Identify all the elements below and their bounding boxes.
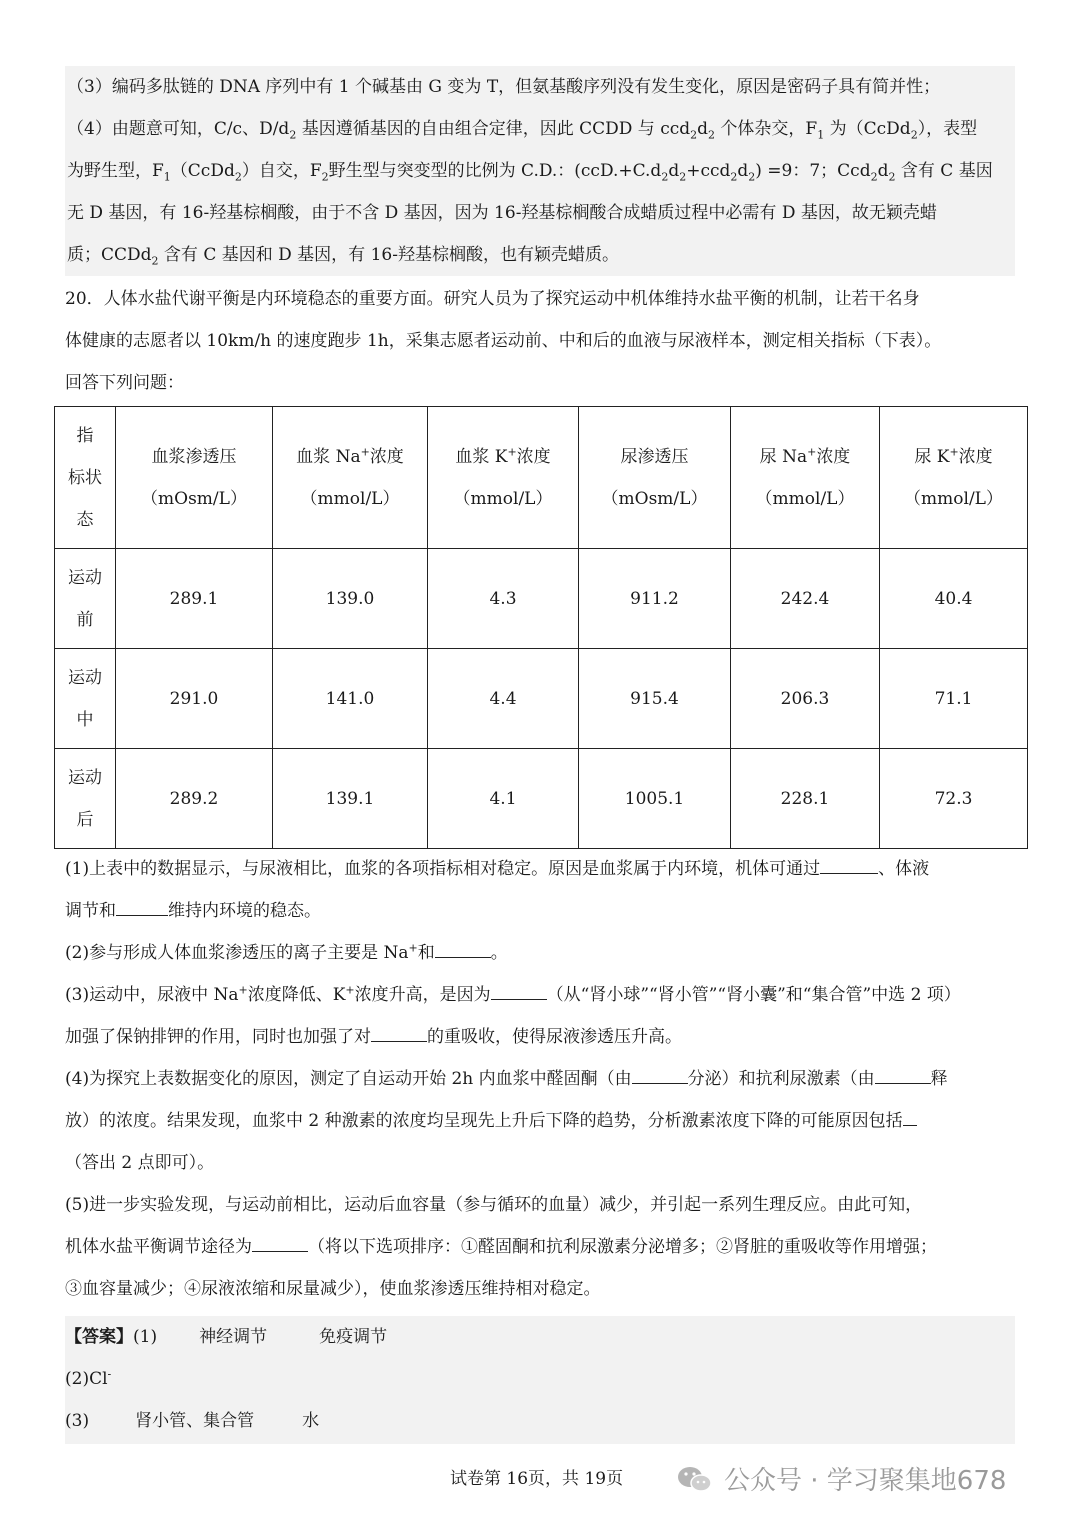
sub-question-5: (5)进一步实验发现，与运动前相比，运动后血容量（参与循环的血量）减少，并引起一系列生理反应。由此可知， [65,1195,923,1215]
table-cell: 139.1 [273,749,428,849]
table-cell: 1005.1 [579,749,731,849]
prev-answer-line: 无 D 基因，有 16-羟基棕榈酸，由于不含 D 基因，因为 16-羟基棕榈酸合成蜡质过程中必需有 D 基因，故无颖壳蜡 [67,203,937,223]
table-column-header: 血浆 Na+浓度 （mmol/L） [273,407,428,549]
table-column-header: 尿渗透压 （mOsm/L） [579,407,731,549]
sub-questions [65,848,1017,1310]
prev-answer-line: （3）编码多肽链的 DNA 序列中有 1 个碱基由 G 变为 T，但氨基酸序列没有发生变化，原因是密码子具有简并性； [67,77,941,97]
page-number: 试卷第 16页，共 19页 [450,1469,624,1489]
answer-blank [491,981,547,1000]
prev-answer-line: 为野生型，$F_1(CcDd_2)$自交，$F_2$野生型与突变型的比例为 C.D.：$(ccD.+C.d_2d_2+ccd_2d_2) =9$：7；$Ccd_2d_2$ 含有 C 基因 [67,161,993,184]
table-cell: 4.1 [428,749,579,849]
previous-answer-block [65,66,1015,276]
answer-label: 【答案】 [65,1327,133,1347]
answer-blank [435,939,491,958]
sub-question-5-cont: 机体水盐平衡调节途径为 （将以下选项排序：①醛固酮和抗利尿激素分泌增多；②肾脏的重吸收等作用增强； [65,1226,1017,1268]
sub-question-2: (2)参与形成人体血浆渗透压的离子主要是 Na+和 。 [65,932,1017,974]
table-cell: 228.1 [731,749,880,849]
answer-blank [632,1065,688,1084]
table-cell: 289.1 [116,549,273,649]
table-cell: 40.4 [880,549,1028,649]
page-footer [0,1456,1080,1496]
table-column-header: 尿 K+浓度 （mmol/L） [880,407,1028,549]
table-cell: 915.4 [579,649,731,749]
table-cell: 72.3 [880,749,1028,849]
table-cell: 911.2 [579,549,731,649]
answer-blank [371,1023,427,1042]
answer-blank [820,855,878,874]
sub-question-3: (3)运动中，尿液中 Na+浓度降低、K+浓度升高，是因为 （从“肾小球”“肾小管”“肾小囊”和“集合管”中选 2 项） [65,974,1017,1016]
row-label: 运动 前 [55,549,116,649]
question-20-stem [65,278,1017,404]
question-text: 回答下列问题： [65,373,184,393]
watermark: 公众号 · 学习聚集地678 [724,1466,1007,1496]
table-cell: 4.4 [428,649,579,749]
answer-block [65,1316,1015,1444]
sub-question-5-cont: ③血容量减少；④尿液浓缩和尿量减少），使血浆渗透压维持相对稳定。 [65,1279,601,1299]
row-label: 运动 中 [55,649,116,749]
sub-question-4-cont: （答出 2 点即可）。 [65,1153,215,1173]
answer-line-1: 【答案】(1) 神经调节 免疫调节 [65,1327,388,1347]
answer-blank [903,1107,917,1126]
table-cell: 139.0 [273,549,428,649]
question-text: 20．人体水盐代谢平衡是内环境稳态的重要方面。研究人员为了探究运动中机体维持水盐平衡的机制，让若干名身 [65,289,920,309]
answer-line-3: (3) 肾小管、集合管 水 [65,1411,320,1431]
data-table [54,406,1028,849]
table-header-row [55,407,1028,549]
table-cell: 71.1 [880,649,1028,749]
sub-question-3-cont: 加强了保钠排钾的作用，同时也加强了对 的重吸收，使得尿液渗透压升高。 [65,1016,1017,1058]
prev-answer-line: 质；CCDd$_2$ 含有 C 基因和 D 基因，有 16-羟基棕榈酸，也有颖壳蜡质。 [67,245,619,268]
table-cell: 242.4 [731,549,880,649]
question-text: 体健康的志愿者以 10km/h 的速度跑步 1h，采集志愿者运动前、中和后的血液与尿液样本，测定相关指标（下表）。 [65,331,942,351]
sub-question-1: (1)上表中的数据显示，与尿液相比，血浆的各项指标相对稳定。原因是血浆属于内环境，机体可通过 、体液 [65,848,1017,890]
table-cell: 141.0 [273,649,428,749]
table-cell: 206.3 [731,649,880,749]
table-cell: 289.2 [116,749,273,849]
answer-blank [116,897,168,916]
table-row [55,749,1028,849]
table-column-header: 血浆 K+浓度 （mmol/L） [428,407,579,549]
table-row [55,549,1028,649]
sub-question-4: (4)为探究上表数据变化的原因，测定了自运动开始 2h 内血浆中醛固酮（由 分泌）和抗利尿激素（由 释 [65,1058,1017,1100]
answer-blank [875,1065,931,1084]
answer-blank [252,1233,308,1252]
sub-question-4-cont: 放）的浓度。结果发现，血浆中 2 种激素的浓度均呈现先上升后下降的趋势，分析激素浓度下降的可能原因包括 [65,1100,1017,1142]
row-label: 运动 后 [55,749,116,849]
table-column-header: 血浆渗透压 （mOsm/L） [116,407,273,549]
prev-answer-line: （4）由题意可知，C/c、$D/d_2$ 基因遵循基因的自由组合定律，因此 CCDD 与 $ccd_2d_2$ 个体杂交，$F_1$ 为（CcDd$_2$），表型 [67,119,978,142]
table-corner-header: 指 标状 态 [55,407,116,549]
sub-question-1-cont: 调节和 维持内环境的稳态。 [65,890,1017,932]
table-column-header: 尿 Na+浓度 （mmol/L） [731,407,880,549]
table-cell: 4.3 [428,549,579,649]
table-cell: 291.0 [116,649,273,749]
answer-line-2: (2)Cl- [65,1367,112,1389]
table-row [55,649,1028,749]
